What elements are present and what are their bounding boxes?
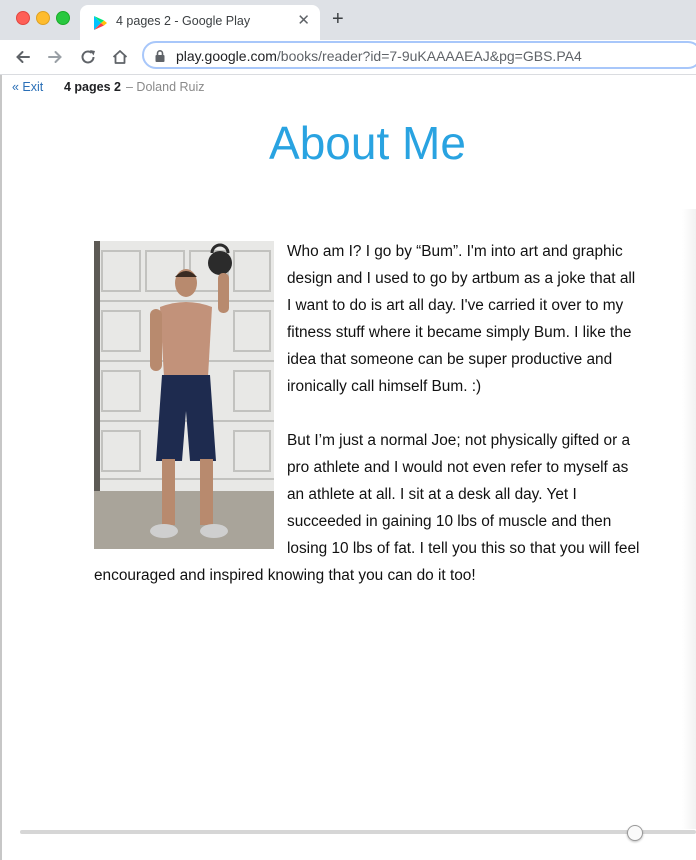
browser-toolbar bbox=[0, 40, 696, 75]
forward-icon[interactable] bbox=[44, 46, 66, 68]
exit-link[interactable]: « Exit bbox=[12, 80, 44, 94]
address-bar[interactable] bbox=[142, 41, 696, 69]
paragraph-2: But I’m just a normal Joe; not physically gifted or a pro athlete and I would not even refer to myself as an athlete at all. I sit at a desk all day. Yet I succeeded in gaining 10 lbs of muscle and then losing 10 lbs of fat. I tell you this so that you will feel encouraged and inspired knowing that you can do it too! bbox=[94, 432, 640, 584]
url-host: play.google.com bbox=[176, 48, 277, 64]
tab-title: 4 pages 2 - Google Play bbox=[116, 14, 251, 28]
url-text[interactable] bbox=[176, 48, 582, 64]
new-tab-icon[interactable]: + bbox=[332, 8, 344, 30]
minimize-window-button[interactable] bbox=[36, 11, 50, 25]
url-path: /books/reader?id=7-9uKAAAAEAJ&pg=GBS.PA4 bbox=[276, 48, 582, 64]
book-author: – Doland Ruiz bbox=[126, 80, 205, 94]
browser-titlebar bbox=[0, 0, 696, 40]
tab-close-icon[interactable]: ✕ bbox=[297, 12, 310, 29]
back-icon[interactable] bbox=[12, 46, 34, 68]
close-window-button[interactable] bbox=[16, 11, 30, 25]
maximize-window-button[interactable] bbox=[56, 11, 70, 25]
page-slider-track[interactable] bbox=[20, 830, 696, 834]
reader-header bbox=[0, 75, 696, 99]
browser-tab[interactable] bbox=[80, 5, 320, 40]
man-lifting-kettlebell-photo bbox=[94, 241, 274, 549]
page-edge-shadow bbox=[682, 209, 696, 829]
reload-icon[interactable] bbox=[77, 46, 99, 68]
lock-icon[interactable] bbox=[154, 49, 166, 63]
book-title: 4 pages 2 bbox=[64, 80, 121, 94]
google-play-icon bbox=[92, 15, 108, 31]
paragraph-1: Who am I? I go by “Bum”. I'm into art and graphic design and I used to go by artbum as a joke that all I want to do is art all day. I've carried it over to my fitness stuff where it became simply Bum. I like the idea that someone can be super productive and ironically call himself Bum. :) bbox=[287, 243, 636, 395]
page-content bbox=[94, 238, 642, 589]
home-icon[interactable] bbox=[109, 46, 131, 68]
page-heading: About Me bbox=[269, 117, 466, 169]
